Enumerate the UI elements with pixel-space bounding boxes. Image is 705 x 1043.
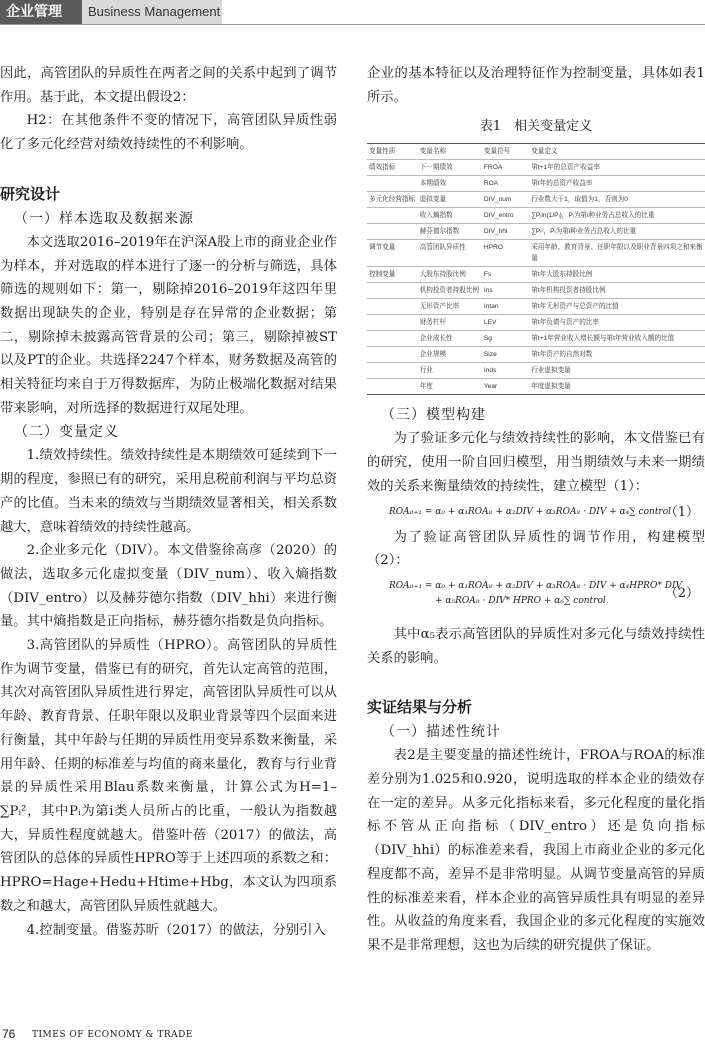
table-cell: 企业成长性 [418, 331, 482, 347]
paragraph: 表2是主要变量的描述性统计，FROA与ROA的标准差分别为1.025和0.920，说明选取的样本企业的绩效存在一定的差异。从多元化指标来看，多元化程度的量化指标不管从正向指标（DIV_entro）还是负向指标（DIV_hhi）的标准差来看，我国上市商业企业的多元化程度都不高，差异不是非常明显。从调节变量高管的异质性的标准差来看，样本企业的高管异质性具有明显的差异性。从收益的角度来看，我国企业的多元化程度的实施效果不是非常理想，这也为后续的研究提供了保证。 [367, 748, 705, 953]
table-cell: 第t年大股东持股比例 [529, 267, 705, 283]
table-cell [367, 208, 418, 224]
table-cell [367, 331, 418, 347]
table-cell [367, 283, 418, 299]
table-cell [367, 347, 418, 363]
table-row [367, 331, 705, 347]
table-cell: LEV [482, 315, 529, 331]
equation-text: + α₅ROAᵢₜ · DIV* HPRO + α₆∑ control [435, 595, 606, 606]
table-cell: 绩效指标 [367, 160, 418, 176]
table-cell: 企业规模 [418, 347, 482, 363]
table-cell: 第t+1年的总资产收益率 [529, 160, 705, 176]
paragraph: 其中α₅表示高管团队的异质性对多元化与绩效持续性关系的影响。 [367, 626, 705, 666]
table-cell: Ins [482, 283, 529, 299]
table-cell: 无形资产比率 [418, 299, 482, 315]
section-tag: 企业管理 [0, 0, 82, 24]
table-cell: 收入熵指数 [418, 208, 482, 224]
table-cell: 虚拟变量 [418, 192, 482, 208]
table-cell: DIV_num [482, 192, 529, 208]
equation-1 [367, 505, 705, 520]
table-header-cell: 变量名称 [418, 144, 482, 160]
table-cell: HPRO [482, 240, 529, 267]
table-cell: 下一期绩效 [418, 160, 482, 176]
table-cell: 年度 [418, 379, 482, 395]
table-cell: 年度虚拟变量 [529, 379, 705, 395]
table-cell: 大股东持股比例 [418, 267, 482, 283]
table-cell: Sg [482, 331, 529, 347]
table-cell: 第t年无形资产与总资产的比值 [529, 299, 705, 315]
table-cell: 第t年的总资产收益率 [529, 176, 705, 192]
table-row [367, 363, 705, 379]
table-cell: DIV_hhi [482, 224, 529, 240]
table-cell: ∑Pᵢln(1/Pᵢ)，Pᵢ为第i种业务占总收入的比重 [529, 208, 705, 224]
table-cell: 行业虚拟变量 [529, 363, 705, 379]
table-cell: 控制变量 [367, 267, 418, 283]
header-rule [0, 24, 705, 25]
table-cell: 高管团队异质性 [418, 240, 482, 267]
table-row [367, 240, 705, 267]
table-cell: Size [482, 347, 529, 363]
right-column [367, 62, 705, 958]
section-heading-empirical-results: 实证结果与分析 [367, 698, 473, 717]
table-header-cell: 变量符号 [482, 144, 529, 160]
left-column [0, 62, 337, 942]
table-cell: Intan [482, 299, 529, 315]
table-cell: 第t年负债与资产的比率 [529, 315, 705, 331]
table-header-row [367, 144, 705, 160]
table-row [367, 192, 705, 208]
table-cell [367, 379, 418, 395]
table-row [367, 347, 705, 363]
section-subtitle: Business Management [82, 0, 222, 24]
table-cell: 赫芬德尔指数 [418, 224, 482, 240]
table-cell: 第t年机构投资者持股比例 [529, 283, 705, 299]
table-row [367, 176, 705, 192]
table-header-cell: 变量定义 [529, 144, 705, 160]
table-cell: 行业 [418, 363, 482, 379]
table-cell: Year [482, 379, 529, 395]
table-row [367, 208, 705, 224]
page-number: 76 [2, 1027, 16, 1041]
table-cell: 第t年资产的自然对数 [529, 347, 705, 363]
table-row [367, 160, 705, 176]
subsection-heading: （三）模型构建 [381, 407, 486, 424]
table-cell: ROA [482, 176, 529, 192]
page-header [0, 0, 705, 24]
table-cell: 第t+1年营业收入增长额与第t年营业收入额的比值 [529, 331, 705, 347]
table-cell [367, 176, 418, 192]
table-cell: 行业数大于1，取值为1，否则为0 [529, 192, 705, 208]
table-cell: Fs [482, 267, 529, 283]
section-heading-research-design: 研究设计 [0, 184, 61, 203]
table-row [367, 379, 705, 395]
table-cell: 本期绩效 [418, 176, 482, 192]
table-cell: 多元化经营指标 [367, 192, 418, 208]
paragraph: 企业的基本特征以及治理特征作为控制变量，具体如表1所示。 [367, 66, 705, 105]
table-row [367, 299, 705, 315]
hypothesis-2: H2：在其他条件不变的情况下，高管团队异质性弱化了多元化经营对绩效持续性的不利影响。 [0, 113, 337, 153]
table-cell: 财务杠杆 [418, 315, 482, 331]
table-cell: Inds [482, 363, 529, 379]
page-footer [0, 1025, 705, 1043]
paragraph: 为了验证多元化与绩效持续性的影响，本文借鉴已有的研究，使用一阶自回归模型，用当期绩效与未来一期绩效的关系来衡量绩效的持续性，建立模型（1）： [367, 431, 705, 494]
equation-number: （2） [664, 585, 699, 601]
subsection-heading: （二）变量定义 [14, 424, 119, 441]
table-cell: ∑Pᵢ²，Pᵢ为第i种业务占总收入的比重 [529, 224, 705, 240]
table-cell: 调节变量 [367, 240, 418, 267]
table-cell: 采用年龄、教育背景、任职年限以及职业背景四项之和来衡量 [529, 240, 705, 267]
equation-2 [367, 579, 705, 609]
table-row [367, 267, 705, 283]
equation-text: ROAᵢₜ₊₁ = α₀ + α₁ROAᵢₜ + α₂DIV + α₃ROAᵢₜ · DIV + α₄∑ control [389, 506, 672, 517]
table-header-cell: 变量性质 [367, 144, 418, 160]
equation-text: ROAᵢₜ₊₁ = α₀ + α₁ROAᵢₜ + α₂DIV + α₃ROAᵢₜ · DIV + α₄HPRO* DIV [389, 580, 682, 591]
table-cell [367, 224, 418, 240]
subsection-heading: （一）描述性统计 [381, 724, 501, 741]
paragraph: 3.高管团队的异质性（HPRO）。高管团队的异质性作为调节变量，借鉴已有的研究，首先认定高管的范围，其次对高管团队异质性进行界定，高管团队异质性可以从年龄、教育背景、任职年限以及职业背景等四个层面来进行衡量，其中年龄与任期的异质性用变异系数来衡量，采用年龄、任期的标准差与均值的商来量化，教育与行业背景的异质性采用Blau系数来衡量，计算公式为H=1–∑Pᵢ²，其中Pᵢ为第i类人员所占的比重，一般认为指数越大，异质性程度就越大。借鉴叶蓓（2017）的做法，高管团队的总体的异质性HPRO等于上述四项的系数之和：HPRO=Hage+Hedu+Htime+Hbg，本文认为四项系数之和越大，高管团队异质性就越大。 [0, 638, 337, 914]
table-row [367, 283, 705, 299]
table-cell: 机构投资者持股比例 [418, 283, 482, 299]
journal-name: TIMES OF ECONOMY & TRADE [32, 1030, 193, 1040]
table-cell [367, 299, 418, 315]
table-cell [367, 315, 418, 331]
variable-definition-table [367, 143, 705, 395]
table-cell: DIV_entro [482, 208, 529, 224]
table-row [367, 224, 705, 240]
paragraph: 1.绩效持续性。绩效持续性是本期绩效可延续到下一期的程度，参照已有的研究，采用息税前利润与平均总资产的比值。当未来的绩效与当期绩效显著相关，相关系数越大，意味着绩效的持续性越高。 [0, 448, 337, 535]
paragraph: 因此，高管团队的异质性在两者之间的关系中起到了调节作用。基于此，本文提出假设2： [0, 66, 337, 105]
paragraph: 4.控制变量。借鉴苏昕（2017）的做法，分别引入 [26, 922, 326, 938]
table-cell: FROA [482, 160, 529, 176]
table-cell [367, 363, 418, 379]
paragraph: 2.企业多元化（DIV）。本文借鉴徐高彦（2020）的做法，选取多元化虚拟变量（DIV_num）、收入熵指数（DIV_entro）以及赫芬德尔指数（DIV_hhi）来进行衡量。其中熵指数是正向指标，赫芬德尔指数是负向指标。 [0, 543, 337, 630]
table-row [367, 315, 705, 331]
paragraph: 本文选取2016–2019年在沪深A股上市的商业企业作为样本，并对选取的样本进行了逐一的分析与筛选，具体筛选的规则如下：第一，剔除掉2016–2019年这四年里数据出现缺失的企业，特别是存在异常的企业数据；第二，剔除掉未披露高管背景的公司；第三，剔除掉被ST以及PT的企业。共选择2247个样本，财务数据及高管的相关特征均来自于万得数据库，为防止极端化数据对结果带来影响，对所选择的数据进行双尾处理。 [0, 234, 337, 416]
subsection-heading: （一）样本选取及数据来源 [14, 210, 194, 227]
paragraph: 为了验证高管团队异质性的调节作用，构建模型（2）： [367, 529, 705, 569]
equation-number: （1） [664, 504, 699, 520]
table-title: 表1 相关变量定义 [479, 119, 593, 135]
